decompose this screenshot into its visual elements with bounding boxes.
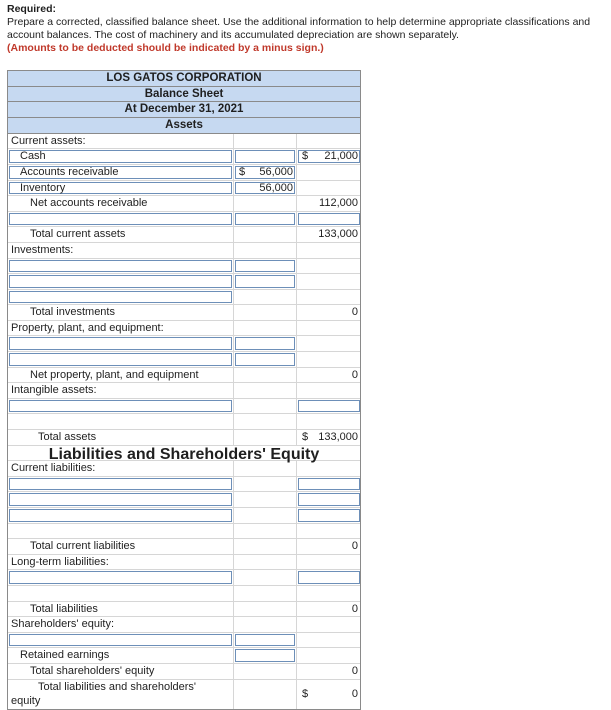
label-total-investments: Total investments <box>30 306 115 319</box>
balance-sheet <box>7 70 361 710</box>
label-current-assets: Current assets: <box>11 134 86 147</box>
statement-date: At December 31, 2021 <box>8 101 360 117</box>
instructions <box>7 3 607 55</box>
label-total-equity: Total shareholders' equity <box>30 664 155 677</box>
row-total-liabilities-equity <box>8 680 360 709</box>
ppe-amount-input[interactable] <box>235 353 295 366</box>
total-liabilities-equity-value: 0 <box>351 687 358 700</box>
row-equity <box>8 617 360 633</box>
liabilities-equity-heading: Liabilities and Shareholders' Equity <box>48 445 320 463</box>
row-blank <box>8 508 360 524</box>
label-inventory: Inventory <box>20 181 66 194</box>
cl-amount-input[interactable] <box>298 478 360 491</box>
row-net-ppe <box>8 368 360 384</box>
dollar-sign: $ <box>239 165 246 178</box>
total-equity-value: 0 <box>351 664 358 677</box>
row-total-investments <box>8 305 360 321</box>
row-total-assets <box>8 430 360 446</box>
total-investments-value: 0 <box>351 306 358 319</box>
sheet-header <box>8 71 360 134</box>
label-total-assets: Total assets <box>38 431 97 444</box>
label-net-ar: Net accounts receivable <box>30 197 148 210</box>
row-net-ar <box>8 196 360 212</box>
row-blank <box>8 570 360 586</box>
row-accounts-receivable <box>8 165 360 181</box>
ltl-amount-input[interactable] <box>298 571 360 584</box>
row-total-equity <box>8 664 360 680</box>
label-investments: Investments: <box>11 243 74 256</box>
cl-amount-input[interactable] <box>298 509 360 522</box>
ppe-amount-input[interactable] <box>235 337 295 350</box>
instructions-note: (Amounts to be deducted should be indicated by a minus sign.) <box>7 42 324 54</box>
row-blank <box>8 290 360 306</box>
equity-label-input[interactable] <box>9 634 232 647</box>
label-total-current-assets: Total current assets <box>30 228 126 241</box>
required-label: Required: <box>7 3 57 15</box>
label-ppe: Property, plant, and equipment: <box>11 321 164 334</box>
company-name: LOS GATOS CORPORATION <box>106 72 262 84</box>
label-total-current-liabilities: Total current liabilities <box>30 540 136 553</box>
ppe-label-input[interactable] <box>9 337 232 350</box>
statement-title: Balance Sheet <box>8 86 360 102</box>
investment-label-input[interactable] <box>9 291 232 304</box>
row-blank <box>8 259 360 275</box>
row-total-current-liabilities <box>8 539 360 555</box>
blank-amount-input[interactable] <box>235 213 295 226</box>
row-blank <box>8 336 360 352</box>
row-intangibles <box>8 383 360 399</box>
total-liabilities-value: 0 <box>351 602 358 615</box>
retained-earnings-input[interactable] <box>235 649 295 662</box>
dollar-sign: $ <box>302 150 309 163</box>
row-blank <box>8 414 360 430</box>
cl-amount-input[interactable] <box>298 493 360 506</box>
label-intangibles: Intangible assets: <box>11 384 97 397</box>
equity-amount-input[interactable] <box>235 634 295 647</box>
total-current-liabilities-value: 0 <box>351 540 358 553</box>
cl-label-input[interactable] <box>9 509 232 522</box>
row-blank <box>8 477 360 493</box>
row-current-liabilities <box>8 461 360 477</box>
label-shareholders-equity: Shareholders' equity: <box>11 618 114 631</box>
ppe-label-input[interactable] <box>9 353 232 366</box>
net-ar-value: 112,000 <box>319 197 358 210</box>
row-retained-earnings <box>8 648 360 664</box>
net-ppe-value: 0 <box>351 368 358 381</box>
cash-value: 21,000 <box>324 150 358 163</box>
assets-heading: Assets <box>8 117 360 133</box>
row-blank <box>8 352 360 368</box>
row-inventory <box>8 181 360 197</box>
dollar-sign: $ <box>302 687 309 700</box>
row-blank <box>8 492 360 508</box>
row-long-term <box>8 555 360 571</box>
cl-label-input[interactable] <box>9 478 232 491</box>
inventory-value: 56,000 <box>259 181 293 194</box>
row-total-liabilities <box>8 602 360 618</box>
cl-label-input[interactable] <box>9 493 232 506</box>
label-net-ppe: Net property, plant, and equipment <box>30 368 199 381</box>
investment-amount-input[interactable] <box>235 275 295 288</box>
investment-label-input[interactable] <box>9 260 232 273</box>
row-blank <box>8 586 360 602</box>
dollar-sign: $ <box>302 431 309 444</box>
label-accounts-receivable: Accounts receivable <box>20 165 119 178</box>
row-cash <box>8 149 360 165</box>
label-total-liabilities-equity-1: Total liabilities and shareholders' <box>38 680 197 693</box>
row-blank <box>8 274 360 290</box>
label-total-liabilities-equity-2: equity <box>11 694 41 707</box>
row-blank <box>8 399 360 415</box>
instructions-text: Prepare a corrected, classified balance sheet. Use the additional information to help determine appropriate classifications and account balances. The cost of machinery and its accumulated depreciation are shown separately. <box>7 16 591 41</box>
label-total-liabilities: Total liabilities <box>30 602 98 615</box>
row-current-assets <box>8 134 360 150</box>
label-cash: Cash <box>20 150 46 163</box>
intangible-label-input[interactable] <box>9 400 232 413</box>
cash-amount-input[interactable] <box>235 150 295 163</box>
row-investments <box>8 243 360 259</box>
row-blank <box>8 212 360 228</box>
investment-label-input[interactable] <box>9 275 232 288</box>
row-liabilities-heading <box>8 446 360 462</box>
ar-value: 56,000 <box>259 165 293 178</box>
blank-total-input[interactable] <box>298 213 360 226</box>
row-ppe <box>8 321 360 337</box>
intangible-amount-input[interactable] <box>298 400 360 413</box>
investment-amount-input[interactable] <box>235 260 295 273</box>
total-current-assets-value: 133,000 <box>318 228 358 241</box>
label-long-term-liabilities: Long-term liabilities: <box>11 555 109 568</box>
label-current-liabilities: Current liabilities: <box>11 462 96 475</box>
row-blank <box>8 524 360 540</box>
ltl-label-input[interactable] <box>9 571 232 584</box>
row-total-current-assets <box>8 227 360 243</box>
total-assets-value: 133,000 <box>318 431 358 444</box>
row-blank <box>8 633 360 649</box>
blank-label-input[interactable] <box>9 213 232 226</box>
label-retained-earnings: Retained earnings <box>20 649 110 662</box>
